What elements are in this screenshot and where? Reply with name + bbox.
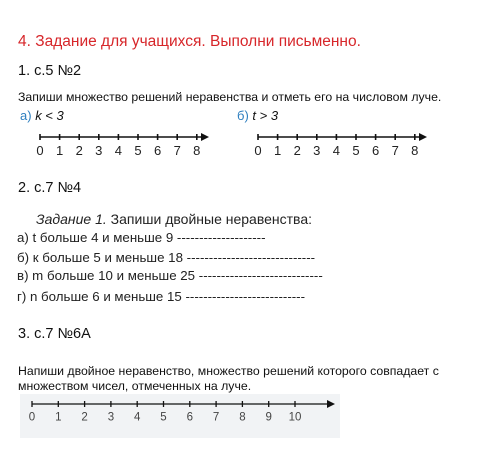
ray-tick-label: 4 — [332, 143, 341, 158]
number-ray-c — [20, 394, 340, 440]
ray-tick-label: 5 — [160, 411, 167, 424]
section-3-title: 3. с.7 №6А — [18, 326, 91, 342]
ray-tick-label: 7 — [212, 411, 220, 424]
ray-tick-label: 2 — [75, 143, 83, 158]
task-item-c: в) m больше 10 и меньше 25 ---------------------------- — [17, 268, 323, 283]
ray-tick-label: 0 — [28, 411, 36, 424]
ray-tick-label: 5 — [352, 143, 360, 158]
ray-tick-label: 8 — [239, 411, 246, 424]
task-item-a: а) t больше 4 и меньше 9 -------------------- — [17, 230, 266, 245]
ray-tick-label: 9 — [265, 411, 272, 424]
part-b-inequality: t > 3 — [252, 108, 279, 123]
ray-tick-label: 4 — [133, 411, 141, 424]
part-b-letter: б) — [237, 108, 249, 123]
assignment-heading: 4. Задание для учащихся. Выполни письменно. — [18, 33, 361, 50]
task-item-d: г) n больше 6 и меньше 15 --------------------------- — [17, 289, 306, 304]
task-item-b: б) к больше 5 и меньше 18 ----------------------------- — [17, 250, 316, 265]
ray-arrow-icon — [419, 133, 427, 141]
ray-tick-label: 3 — [107, 411, 115, 424]
ray-tick-label: 2 — [81, 411, 88, 424]
section-1-instruction: Запиши множество решений неравенства и отметь его на числовом луче. — [18, 90, 442, 104]
part-a-letter: а) — [20, 108, 32, 123]
ray-tick-label: 1 — [55, 143, 64, 158]
section-3-instruction — [18, 364, 439, 394]
ray-tick-label: 8 — [411, 143, 419, 158]
section-1-title: 1. с.5 №2 — [18, 63, 82, 79]
number-ray-a — [20, 118, 220, 164]
section-3-instruction-line-1: Напиши двойное неравенство, множество решений которого совпадает с — [18, 364, 439, 378]
section-2-title: 2. с.7 №4 — [18, 180, 82, 196]
task-1-title — [36, 211, 312, 227]
ray-tick-label: 5 — [134, 143, 142, 158]
ray-tick-label: 7 — [173, 143, 181, 158]
task-1-text: Запиши двойные неравенства: — [106, 211, 313, 227]
ray-tick-label: 0 — [254, 143, 262, 158]
part-a-inequality: k < 3 — [35, 108, 64, 123]
ray-tick-label: 6 — [371, 143, 380, 158]
ray-tick-label: 0 — [36, 143, 44, 158]
ray-tick-label: 8 — [193, 143, 201, 158]
ray-tick-label: 1 — [55, 411, 62, 424]
ray-tick-label: 4 — [114, 143, 123, 158]
ray-tick-label: 7 — [391, 143, 399, 158]
ray-arrow-icon — [201, 133, 209, 141]
number-ray-b — [238, 118, 438, 164]
ray-tick-label: 10 — [288, 411, 302, 424]
section-3-instruction-line-2: множеством чисел, отмеченных на луче. — [18, 379, 252, 393]
ray-tick-label: 1 — [273, 143, 282, 158]
ray-tick-label: 6 — [153, 143, 162, 158]
ray-tick-label: 3 — [313, 143, 321, 158]
ray-tick-label: 6 — [186, 411, 194, 424]
task-1-label: Задание 1. — [36, 211, 107, 227]
ray-tick-label: 2 — [293, 143, 301, 158]
ray-tick-label: 3 — [95, 143, 103, 158]
